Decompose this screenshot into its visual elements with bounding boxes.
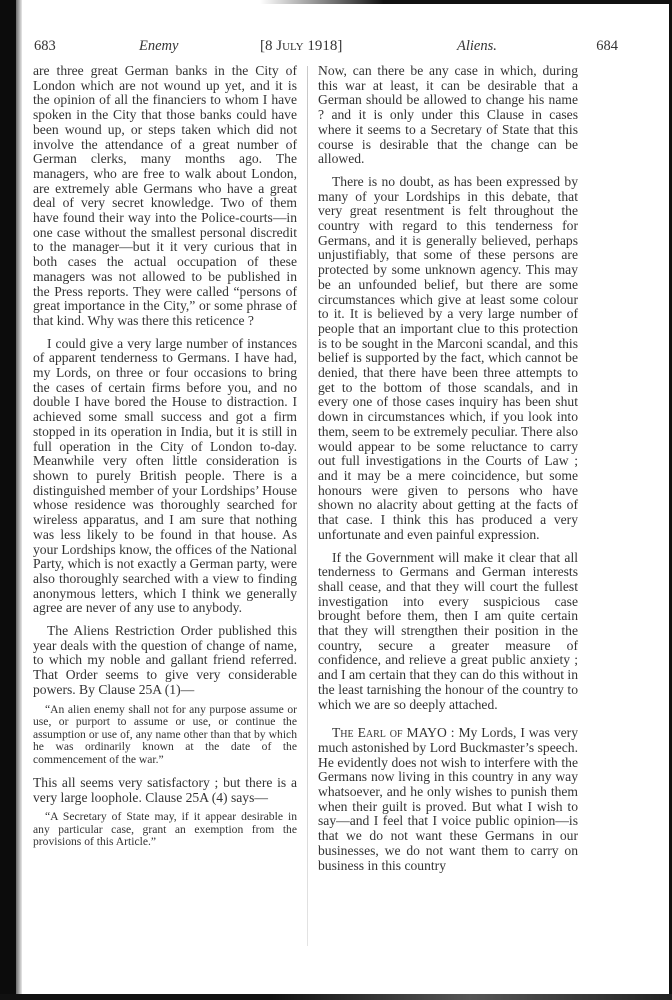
page-number-left: 683 (34, 38, 56, 54)
paragraph: If the Government will make it clear that all tenderness to Germans and German interests shall cease, and that they will court the fullest investigation into every suspicious case brought before them, then I am quite certain that they will strengthen their position in the country, secure a greater measure of confidence, and relieve a great public anxiety ; and I am certain that they can do this without in the least tarnishing the honour of the country to which we are so deeply attached. (318, 549, 578, 712)
header-date: [8 July 1918] (260, 38, 343, 54)
paragraph: I could give a very large number of instances of apparent tenderness to Germans. I have had, my Lords, on three or four occasions to bring the cases of certain firms before you, and no double I have bored the House to distraction. I achieved some small success and got a firm stopped in its operation in India, but it is still in full operation in the City of London to-day. Meanwhile very often little consideration is shown to purely British people. There is a distinguished member of your Lordships’ House whose residence was thoroughly searched for wireless apparatus, and I am sure that nothing was less likely to be found in that house. As your Lordships know, the offices of the National Party, which is not exactly a German party, were also thoroughly searched with a view to finding anonymous letters, which I think we generally agree are never of any use to anybody. (33, 335, 297, 616)
scan-gutter-shadow (16, 0, 22, 1000)
paragraph: are three great German banks in the City of London which are not wound up yet, and it is the opinion of all the financiers to whom I have spoken in the City that those banks could have been wound up, or steps taken which did not involve the attendance of a great number of German clerks, many months ago. The managers, who are free to walk about London, are extremely able Germans who have a great deal of very secret knowledge. Two of them have found their way into the Police-courts—in one case without the smallest personal discredit to the manager—but it it very curious that in both cases the actual occupation of these managers was not allowed to be published in the Press reports. They were called “persons of great importance in the City,” or some phrase of that kind. Why was there this reticence ? (33, 63, 297, 328)
speaker-name: The Earl of MAYO (332, 725, 447, 741)
paragraph: Now, can there be any case in which, during this war at least, it can be desirable that a German should be allowed to change his name ? and it is only under this Clause in cases where it seems to a Secretary of State that this course is desirable that the change can be allowed. (318, 63, 578, 167)
block-quote: “An alien enemy shall not for any purpose assume or use, or purport to assume or use, or continue the assumption or use of, any name other than that by which he was ordinarily known at the date of the commencement of the war.” (33, 702, 297, 766)
section-title-right: Aliens. (457, 38, 497, 54)
speech-paragraph (318, 726, 578, 873)
block-quote: “A Secretary of State may, if it appear desirable in any particular case, grant an exemption from the provisions of this Article.” (33, 810, 297, 849)
paragraph: This all seems very satisfactory ; but there is a very large loophole. Clause 25A (4) says— (33, 775, 297, 805)
paragraph: There is no doubt, as has been expressed by many of your Lordships in this debate, that very great resentment is felt throughout the country with regard to this tenderness for Germans, and it is generally believed, perhaps unjustifiably, that some of these persons are protected by some unknown agency. This may be an unfounded belief, but there are some circumstances which give at least some colour to it. It is believed by a very large number of people that an important clue to this protection is to be sought in the Marconi scandal, and this belief is supported by the fact, which cannot be denied, that there have been three attempts to get to the bottom of those scandals, and in every one of those cases inquiry has been shut down in circumstances which, if you look into them, seem to be extremely peculiar. There also would appear to be some reluctance to carry out full investigations in the Courts of Law ; and it may be a mere coincidence, but some honours were given to persons who have shown no alacrity about getting at the facts of that case. I think this has produced a very unfortunate and even painful expression. (318, 173, 578, 542)
scan-bottom-edge (0, 994, 672, 1000)
running-header (34, 38, 618, 58)
scan-top-edge (260, 0, 672, 4)
page-number-right: 684 (596, 38, 618, 54)
left-column (33, 64, 297, 859)
right-column (318, 64, 578, 881)
column-divider (307, 66, 308, 946)
speech-text: : My Lords, I was very much astonished by Lord Buckmaster’s speech. He evidently does not wish to interfere with the Germans now living in this country in any way whatsoever, and he only wishes to punish them when their guilt is proved. But what I wish to say—and I feel that I voice public opinion—is that we do not want these Germans in our businesses, we do not want them to carry on business in this country (318, 725, 578, 873)
scan-left-edge (0, 0, 16, 1000)
paragraph: The Aliens Restriction Order published this year deals with the question of change of name, to which my noble and gallant friend referred. That Order seems to give very considerable powers. By Clause 25A (1)— (33, 623, 297, 697)
section-title-left: Enemy (139, 38, 179, 54)
